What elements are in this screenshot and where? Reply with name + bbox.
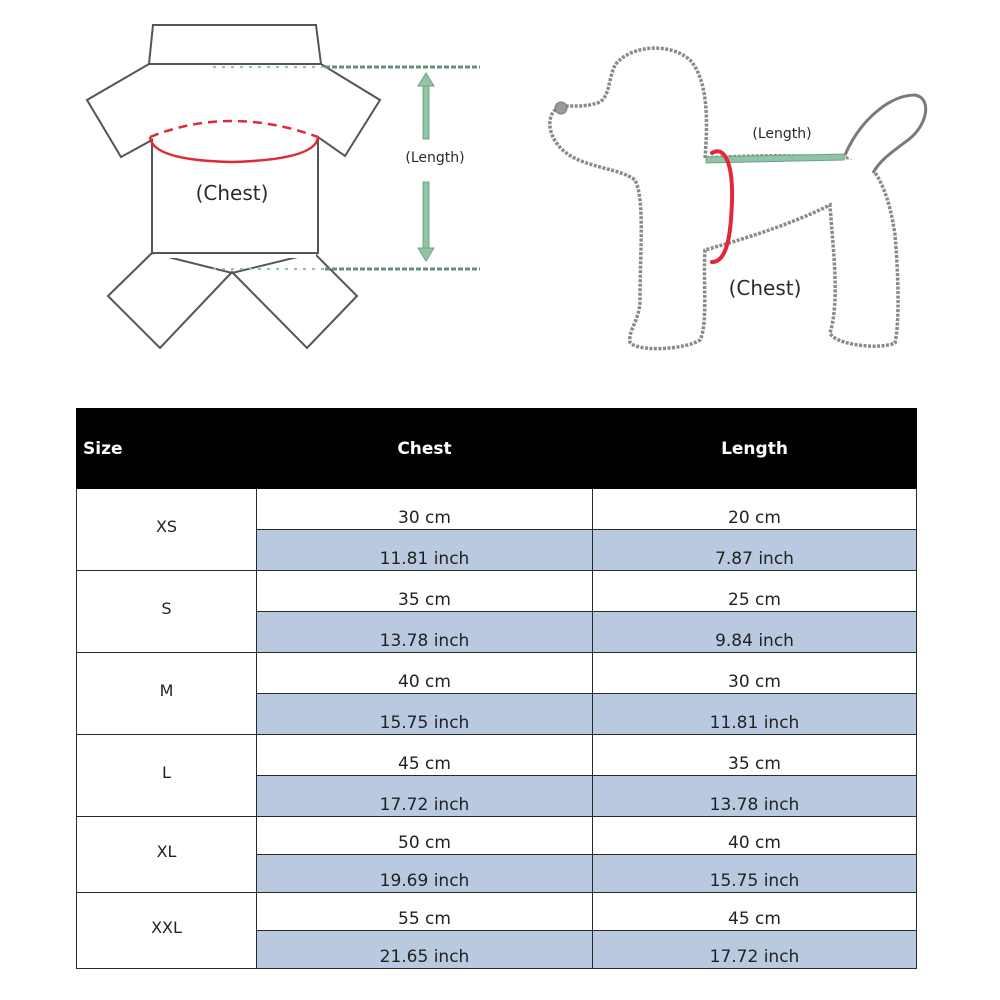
- length-cm-cell: 40 cm: [593, 817, 917, 855]
- dog-nose-icon: [555, 102, 567, 114]
- garment-measurement-diagram: [80, 10, 500, 380]
- dog-measurement-diagram: [540, 40, 940, 380]
- header-size: Size: [77, 409, 257, 489]
- chest-inch-cell: 21.65 inch: [257, 931, 593, 969]
- length-cm-cell: 45 cm: [593, 893, 917, 931]
- size-cell: XS: [77, 489, 257, 571]
- size-cell: M: [77, 653, 257, 735]
- length-cm-cell: 25 cm: [593, 571, 917, 612]
- chest-cm-cell: 50 cm: [257, 817, 593, 855]
- table-row: [77, 893, 917, 931]
- dog-chest-label: (Chest): [728, 276, 802, 300]
- header-chest: Chest: [257, 409, 593, 489]
- table-row: [77, 571, 917, 612]
- length-cm-cell: 30 cm: [593, 653, 917, 694]
- garment-outline-icon: [80, 10, 500, 380]
- table-header-row: [77, 409, 917, 489]
- chest-cm-cell: 55 cm: [257, 893, 593, 931]
- chest-inch-cell: 15.75 inch: [257, 694, 593, 735]
- dog-outline-icon: [540, 40, 940, 380]
- size-chart-table: [76, 408, 917, 969]
- garment-chest-label: (Chest): [195, 181, 269, 205]
- length-inch-cell: 9.84 inch: [593, 612, 917, 653]
- length-inch-cell: 17.72 inch: [593, 931, 917, 969]
- table-row: [77, 735, 917, 776]
- garment-length-label: (Length): [405, 150, 465, 166]
- length-arrow-icon: [418, 73, 434, 261]
- length-inch-cell: 7.87 inch: [593, 530, 917, 571]
- size-cell: XL: [77, 817, 257, 893]
- size-cell: XXL: [77, 893, 257, 969]
- chest-inch-cell: 11.81 inch: [257, 530, 593, 571]
- chest-cm-cell: 35 cm: [257, 571, 593, 612]
- size-cell: L: [77, 735, 257, 817]
- chest-cm-cell: 30 cm: [257, 489, 593, 530]
- chest-inch-cell: 17.72 inch: [257, 776, 593, 817]
- header-length: Length: [593, 409, 917, 489]
- length-cm-cell: 35 cm: [593, 735, 917, 776]
- length-cm-cell: 20 cm: [593, 489, 917, 530]
- chest-inch-cell: 13.78 inch: [257, 612, 593, 653]
- length-inch-cell: 13.78 inch: [593, 776, 917, 817]
- chest-inch-cell: 19.69 inch: [257, 855, 593, 893]
- chest-cm-cell: 45 cm: [257, 735, 593, 776]
- dog-length-label: (Length): [752, 126, 812, 142]
- length-inch-cell: 11.81 inch: [593, 694, 917, 735]
- length-inch-cell: 15.75 inch: [593, 855, 917, 893]
- table-row: [77, 653, 917, 694]
- table-row: [77, 489, 917, 530]
- chest-cm-cell: 40 cm: [257, 653, 593, 694]
- table-row: [77, 817, 917, 855]
- size-cell: S: [77, 571, 257, 653]
